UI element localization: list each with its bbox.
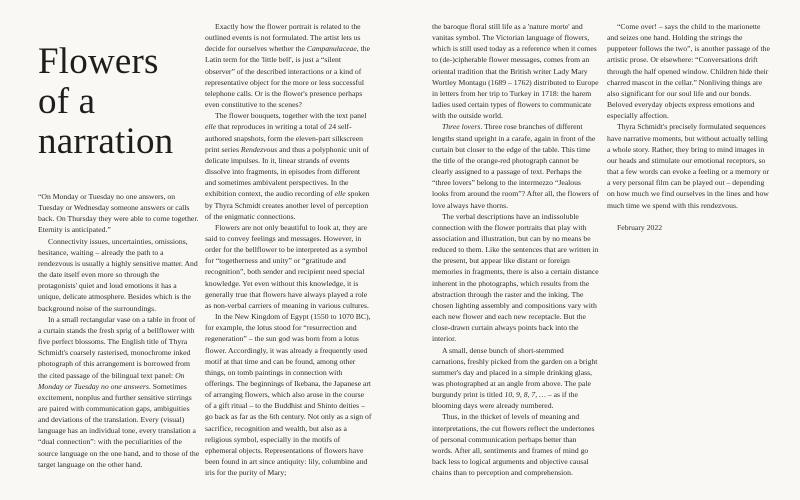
italic-title-text: elle bbox=[334, 189, 346, 199]
paragraph-text: Flowers are not only beautiful to look at, they are said to convey feelings and messages. However, in order for the bellflower to be interpreted as a symbol for “togetherness and unity” or “gratitude and recognition”, both sender and recipient need special knowledge. Yet even without this knowledge, it is generally true that flowers have always played a role as non-verbal carriers of meaning in various cultures. bbox=[205, 222, 369, 310]
paragraph bbox=[38, 314, 200, 470]
title-line: narration bbox=[38, 121, 174, 162]
paragraph bbox=[432, 211, 599, 345]
text-column-4 bbox=[607, 21, 770, 233]
paragraph-text: . Three rose branches of different lengths stand upright in a carafe, again in front of the curtain but closer to the edge of the table. This time the title of the orange-red photograph cannot be clearly assigned to a passage of text. Perhaps the “three lovers” belong to the intermezzo “Jealous looks from around the room”? After all, the flowers of love always have thorns. bbox=[432, 122, 599, 210]
paragraph bbox=[205, 21, 372, 110]
italic-title-text: Campanulaceae bbox=[306, 44, 357, 54]
paragraph bbox=[205, 222, 372, 311]
text-column-3 bbox=[432, 21, 599, 478]
paragraph-text: “On Monday or Tuesday no one answers, on Tuesday or Wednesday someone answers or calls back. On Thursday they were able to come together. Eternity is anticipated.” bbox=[38, 192, 199, 235]
paragraph-text: that reproduces in writing a total of 24 self-authored snapshots, form the eleven-part silkscreen print series bbox=[205, 122, 363, 154]
article-title bbox=[38, 42, 173, 162]
paragraph bbox=[205, 110, 372, 222]
paragraph-text: spoken by Thyra Schmidt creates another level of perception of the enigmatic connections. bbox=[205, 189, 370, 221]
paragraph bbox=[432, 121, 599, 210]
paragraph-text: and thus a polyphonic unit of delicate impulses. In it, linear strands of events dissolve into fragments, in episodes from different and sometimes ambivalent perspectives. In the exhibition context, the audio recording of bbox=[205, 144, 369, 199]
paragraph-text: A small, dense bunch of short-stemmed carnations, freshly picked from the garden on a bright summer's day and placed in a simple drinking glass, was photographed at an angle from above. The pale burgundy print is titled bbox=[432, 345, 598, 400]
paragraph-text: . Sometimes excitement, nonplus and further sensitive stirrings are paired with communication gaps, ambiguities and deviations of the translation. Every (visual) language has an individual tone, every translation a “dual connection”: with the peculiarities of the source language on the one hand, and to those of the target language on the other hand. bbox=[38, 381, 200, 469]
text-column-1 bbox=[38, 191, 200, 470]
paragraph-text: the baroque floral still life as a 'nature morte' and vanitas symbol. The Victorian language of flowers, which is still used today as a reference when it comes to (de-)cipherable flower messages, comes from an oriental tradition that the British writer Lady Mary Wortley Montagu (1689 – 1762) distributed to Europe in letters from her trip to Turkey in 1718: the harem ladies used certain types of flowers to communicate with the outside world. bbox=[432, 22, 599, 121]
paragraph-text: , the Latin term for the 'little bell', is just a “silent observer” of the described interactions or a kind of representative object for the more or less successful telephone calls. Or is the flower's presence perhaps even constitutive to the scenes? bbox=[205, 44, 371, 110]
paragraph-text: In the New Kingdom of Egypt (1550 to 1070 BC), for example, the lotus stood for “resurrection and regeneration” – the sun god was born from a lotus flower. Accordingly, it was already a frequently used motif at that time and can be found, among other things, on tomb paintings in connection with offerings. The beginnings of Ikebana, the Japanese art of arranging flowers, which also arose in the course of a gift ritual – to the Buddhist and Shinto deities – go back as far as the 6th century. Not only as a sign of sacrifice, recognition and wealth, but also as a religious symbol, especially in the motifs of ephemeral objects. Representations of flowers have been found in art since antiquity: lily, columbine and iris for the purity of Mary; bbox=[205, 312, 372, 478]
paragraph-text: The verbal descriptions have an indissoluble connection with the flower portraits that play with association and illustration, but can by no means be reduced to them. Like the sentences that are written in the present, but appear like distant or foreign memories in fragments, there is also a certain distance inherent in the photographs, which results from the abstraction through the raster and the inking. The chosen lighting assembly and compositions vary with each new flower and each new receptacle. But the close-drawn curtain always points back into the interior. bbox=[432, 211, 599, 344]
paragraph bbox=[432, 345, 599, 412]
italic-title-text: Three lovers bbox=[442, 122, 481, 132]
paragraph-text: The flower bouquets, together with the text panel bbox=[215, 111, 367, 121]
italic-title-text: On Monday or Tuesday no one answers bbox=[38, 370, 185, 391]
paragraph bbox=[38, 191, 200, 236]
column-paragraphs bbox=[607, 21, 770, 211]
italic-title-text: 10, 9, 8, 7, … bbox=[504, 390, 546, 400]
italic-title-text: Rendezvous bbox=[240, 144, 278, 154]
text-column-2 bbox=[205, 21, 372, 478]
title-line: of a bbox=[38, 81, 96, 122]
paragraph-text: Connectivity issues, uncertainties, omissions, hesitance, waiting – already the path to a rendezvous is usually a highly sensitive matter. And the date itself even more so through the protagonists' quiet and loud emotions it has a unique, delicate atmosphere. Besides which is the background noise of the surroundings. bbox=[38, 236, 198, 313]
paragraph-text: “Come over! – says the child to the marionette and seizes one hand. Holding the strings the puppeteer follows the two”, is another passage of the artistic prose. Or elsewhere: “Conversations drift through the half opened window. Children hide their charred mascot in the cellar.” Nonliving things are also significant for our soul life and our bonds. Beloved everyday objects express emotions and especially affection. bbox=[607, 22, 770, 121]
title-line: Flowers bbox=[38, 41, 159, 82]
paragraph-text: In a small rectangular vase on a table in front of a curtain stands the fresh sprig of a bellflower with five perfect blossoms. The English title of Thyra Schmidt's coarsely rasterised, monochrome inked photograph of this arrangement is borrowed from the cited passage of the bilingual text panel: bbox=[38, 314, 196, 380]
paragraph-text: Exactly how the flower portrait is related to the outlined events is not formulated. The artist lets us decide for ourselves whether the bbox=[205, 22, 361, 54]
italic-title-text: elle bbox=[205, 122, 217, 132]
paragraph bbox=[38, 236, 200, 314]
paragraph bbox=[432, 21, 599, 121]
paragraph-text: Thus, in the thicket of levels of meaning and interpretations, the cut flowers reflect the undertones of personal communication perhaps better than words. After all, sentiments and frames of mind go back less to logical arguments and objective causal chains than to perception and comprehension. bbox=[432, 412, 595, 478]
date-line: February 2022 bbox=[617, 222, 663, 232]
paragraph-text: Thyra Schmidt's precisely formulated sequences have narrative moments, but without actually telling a whole story. Rather, they bring to mind images in our heads and stimulate our emotional receptors, so that a few words can evoke a feeling or a memory or a very personal film can be played out – depending on how much we find ourselves in the lines and how much time we spend with this rendezvous. bbox=[607, 122, 770, 210]
paragraph bbox=[205, 311, 372, 478]
paragraph-text: – as if the blooming days were already numbered. bbox=[432, 390, 578, 411]
paragraph bbox=[607, 21, 770, 121]
paragraph bbox=[607, 121, 770, 210]
paragraph bbox=[432, 411, 599, 478]
